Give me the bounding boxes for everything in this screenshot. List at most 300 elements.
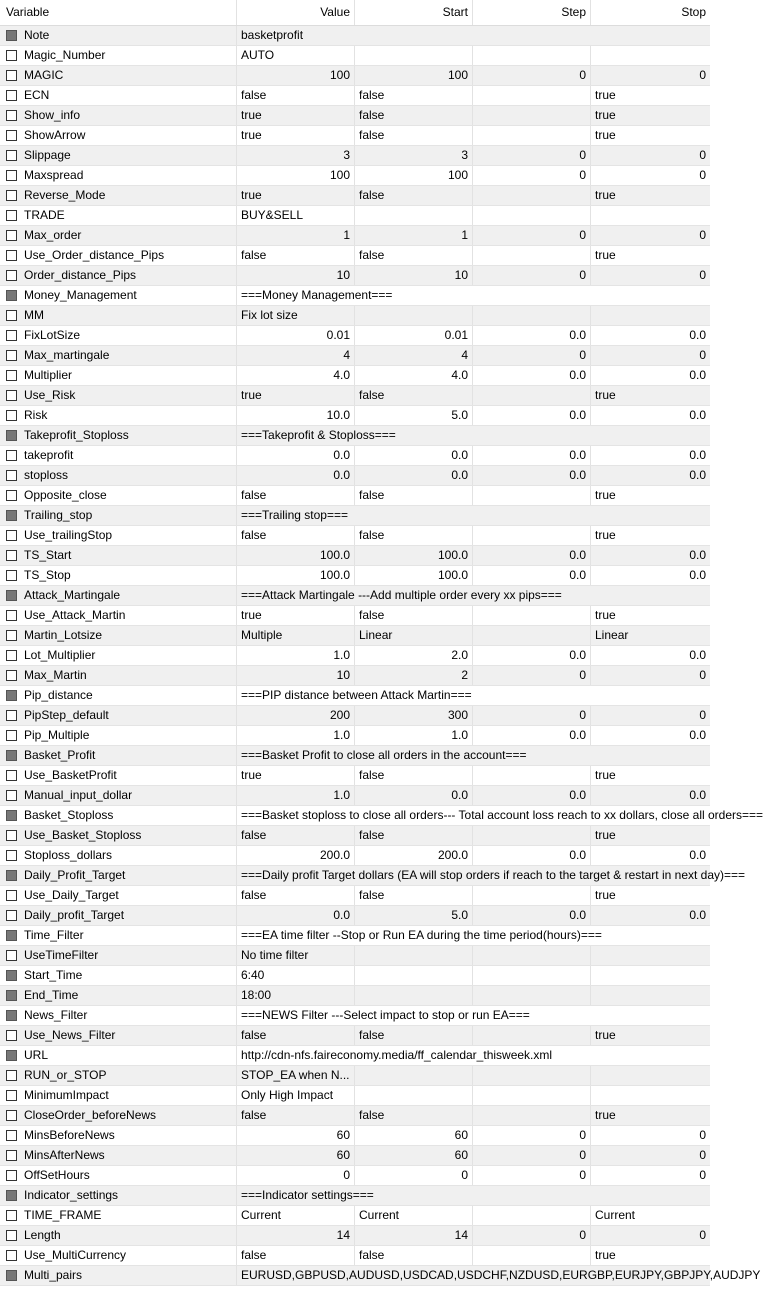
step-cell[interactable] <box>473 626 591 645</box>
value-cell[interactable]: 3 <box>237 146 355 165</box>
start-cell[interactable]: 4 <box>355 346 473 365</box>
step-cell[interactable]: 0.0 <box>473 546 591 565</box>
table-row[interactable] <box>0 566 710 586</box>
stop-cell[interactable]: 0.0 <box>689 648 706 662</box>
variable-cell[interactable] <box>0 1146 237 1165</box>
variable-cell[interactable] <box>0 386 237 405</box>
stop-cell[interactable]: true <box>595 1028 616 1042</box>
table-row[interactable] <box>0 86 710 106</box>
step-cell[interactable] <box>473 766 591 785</box>
start-cell[interactable]: 5.0 <box>355 906 473 925</box>
optimize-checkbox[interactable] <box>6 230 17 241</box>
start-cell[interactable]: Linear <box>355 626 473 645</box>
stop-cell[interactable]: 0.0 <box>689 448 706 462</box>
table-row[interactable] <box>0 406 710 426</box>
optimize-checkbox[interactable] <box>6 810 17 821</box>
variable-cell[interactable] <box>0 866 237 885</box>
step-cell[interactable]: 0.0 <box>473 466 591 485</box>
value-cell[interactable]: AUTO <box>237 46 355 65</box>
variable-cell[interactable] <box>0 806 237 825</box>
optimize-checkbox[interactable] <box>6 730 17 741</box>
value-cell[interactable]: true <box>237 606 355 625</box>
variable-cell[interactable] <box>0 1226 237 1245</box>
table-row[interactable] <box>0 126 710 146</box>
step-cell[interactable] <box>473 186 591 205</box>
step-cell[interactable] <box>473 1086 591 1105</box>
optimize-checkbox[interactable] <box>6 290 17 301</box>
variable-cell[interactable] <box>0 406 237 425</box>
optimize-checkbox[interactable] <box>6 210 17 221</box>
stop-cell[interactable]: 0.0 <box>689 368 706 382</box>
value-cell[interactable]: 200 <box>237 706 355 725</box>
table-row[interactable] <box>0 1126 710 1146</box>
optimize-checkbox[interactable] <box>6 430 17 441</box>
start-cell[interactable]: false <box>355 186 473 205</box>
column-header-variable[interactable]: Variable <box>0 0 237 25</box>
start-cell[interactable] <box>355 46 473 65</box>
stop-cell[interactable]: 0.0 <box>689 908 706 922</box>
stop-cell[interactable]: 0.0 <box>689 468 706 482</box>
variable-cell[interactable] <box>0 346 237 365</box>
value-cell[interactable]: true <box>237 186 355 205</box>
stop-cell[interactable]: 0 <box>699 268 706 282</box>
variable-cell[interactable] <box>0 546 237 565</box>
table-row[interactable] <box>0 506 710 526</box>
variable-cell[interactable] <box>0 786 237 805</box>
step-cell[interactable]: 0.0 <box>473 566 591 585</box>
value-cell[interactable]: ===EA time filter --Stop or Run EA during the time period(hours)=== <box>241 928 602 942</box>
stop-cell[interactable]: true <box>595 128 616 142</box>
start-cell[interactable] <box>355 946 473 965</box>
start-cell[interactable] <box>355 1086 473 1105</box>
start-cell[interactable]: 100.0 <box>355 566 473 585</box>
start-cell[interactable] <box>355 1066 473 1085</box>
optimize-checkbox[interactable] <box>6 330 17 341</box>
start-cell[interactable]: false <box>355 246 473 265</box>
start-cell[interactable]: 14 <box>355 1226 473 1245</box>
optimize-checkbox[interactable] <box>6 90 17 101</box>
value-cell[interactable]: ===Indicator settings=== <box>241 1188 374 1202</box>
step-cell[interactable]: 0.0 <box>473 786 591 805</box>
stop-cell[interactable] <box>591 986 710 1005</box>
value-cell[interactable]: false <box>237 886 355 905</box>
variable-cell[interactable] <box>0 446 237 465</box>
value-cell[interactable]: 4.0 <box>237 366 355 385</box>
optimize-checkbox[interactable] <box>6 690 17 701</box>
table-row[interactable] <box>0 1186 710 1206</box>
table-row[interactable] <box>0 626 710 646</box>
variable-cell[interactable] <box>0 1066 237 1085</box>
variable-cell[interactable] <box>0 426 237 445</box>
table-row[interactable] <box>0 1046 710 1066</box>
column-header-start[interactable]: Start <box>355 0 473 25</box>
stop-cell[interactable]: true <box>595 1108 616 1122</box>
table-row[interactable] <box>0 666 710 686</box>
value-cell[interactable]: ===Attack Martingale ---Add multiple order every xx pips=== <box>241 588 562 602</box>
stop-cell[interactable]: 0.0 <box>689 328 706 342</box>
step-cell[interactable] <box>473 1246 591 1265</box>
stop-cell[interactable]: true <box>595 88 616 102</box>
variable-cell[interactable] <box>0 586 237 605</box>
optimize-checkbox[interactable] <box>6 570 17 581</box>
variable-cell[interactable] <box>0 1026 237 1045</box>
table-row[interactable] <box>0 246 710 266</box>
optimize-checkbox[interactable] <box>6 890 17 901</box>
table-row[interactable] <box>0 326 710 346</box>
table-row[interactable] <box>0 346 710 366</box>
value-cell[interactable]: 1 <box>237 226 355 245</box>
table-row[interactable] <box>0 66 710 86</box>
table-row[interactable] <box>0 1106 710 1126</box>
stop-cell[interactable]: true <box>595 888 616 902</box>
stop-cell[interactable]: true <box>595 528 616 542</box>
optimize-checkbox[interactable] <box>6 390 17 401</box>
table-row[interactable] <box>0 26 710 46</box>
variable-cell[interactable] <box>0 366 237 385</box>
table-row[interactable] <box>0 1086 710 1106</box>
table-row[interactable] <box>0 366 710 386</box>
variable-cell[interactable] <box>0 946 237 965</box>
stop-cell[interactable]: 0.0 <box>689 848 706 862</box>
stop-cell[interactable]: true <box>595 608 616 622</box>
table-row[interactable] <box>0 926 710 946</box>
start-cell[interactable] <box>355 986 473 1005</box>
value-cell[interactable]: 14 <box>237 1226 355 1245</box>
step-cell[interactable] <box>473 986 591 1005</box>
variable-cell[interactable] <box>0 1206 237 1225</box>
table-row[interactable] <box>0 426 710 446</box>
stop-cell[interactable]: 0 <box>699 1128 706 1142</box>
step-cell[interactable]: 0.0 <box>473 366 591 385</box>
step-cell[interactable] <box>473 966 591 985</box>
stop-cell[interactable] <box>591 46 710 65</box>
step-cell[interactable]: 0.0 <box>473 846 591 865</box>
optimize-checkbox[interactable] <box>6 1010 17 1021</box>
variable-cell[interactable] <box>0 1246 237 1265</box>
start-cell[interactable]: false <box>355 1246 473 1265</box>
table-row[interactable] <box>0 286 710 306</box>
variable-cell[interactable] <box>0 1266 237 1285</box>
start-cell[interactable]: false <box>355 886 473 905</box>
optimize-checkbox[interactable] <box>6 450 17 461</box>
variable-cell[interactable] <box>0 626 237 645</box>
table-row[interactable] <box>0 106 710 126</box>
variable-cell[interactable] <box>0 126 237 145</box>
start-cell[interactable]: 0.0 <box>355 446 473 465</box>
optimize-checkbox[interactable] <box>6 50 17 61</box>
table-row[interactable] <box>0 146 710 166</box>
table-row[interactable] <box>0 226 710 246</box>
optimize-checkbox[interactable] <box>6 470 17 481</box>
variable-cell[interactable] <box>0 526 237 545</box>
optimize-checkbox[interactable] <box>6 1250 17 1261</box>
variable-cell[interactable] <box>0 66 237 85</box>
start-cell[interactable]: false <box>355 1026 473 1045</box>
value-cell[interactable]: 100 <box>237 166 355 185</box>
optimize-checkbox[interactable] <box>6 1190 17 1201</box>
table-row[interactable] <box>0 1026 710 1046</box>
table-row[interactable] <box>0 786 710 806</box>
stop-cell[interactable]: 0.0 <box>689 568 706 582</box>
start-cell[interactable]: 3 <box>355 146 473 165</box>
value-cell[interactable]: true <box>237 106 355 125</box>
stop-cell[interactable]: true <box>595 248 616 262</box>
value-cell[interactable]: false <box>237 1106 355 1125</box>
variable-cell[interactable] <box>0 1046 237 1065</box>
table-row[interactable] <box>0 766 710 786</box>
stop-cell[interactable]: 0 <box>699 1228 706 1242</box>
start-cell[interactable]: Current <box>355 1206 473 1225</box>
start-cell[interactable]: 100.0 <box>355 546 473 565</box>
start-cell[interactable]: 0 <box>355 1166 473 1185</box>
start-cell[interactable]: 5.0 <box>355 406 473 425</box>
start-cell[interactable]: false <box>355 1106 473 1125</box>
optimize-checkbox[interactable] <box>6 110 17 121</box>
start-cell[interactable]: 0.0 <box>355 786 473 805</box>
stop-cell[interactable] <box>591 206 710 225</box>
stop-cell[interactable] <box>591 966 710 985</box>
variable-cell[interactable] <box>0 286 237 305</box>
optimize-checkbox[interactable] <box>6 1070 17 1081</box>
optimize-checkbox[interactable] <box>6 970 17 981</box>
value-cell[interactable]: 0.0 <box>237 466 355 485</box>
variable-cell[interactable] <box>0 146 237 165</box>
step-cell[interactable]: 0.0 <box>473 726 591 745</box>
table-row[interactable] <box>0 986 710 1006</box>
variable-cell[interactable] <box>0 566 237 585</box>
step-cell[interactable] <box>473 886 591 905</box>
start-cell[interactable]: false <box>355 766 473 785</box>
optimize-checkbox[interactable] <box>6 930 17 941</box>
value-cell[interactable]: 1.0 <box>237 646 355 665</box>
value-cell[interactable]: 100.0 <box>237 566 355 585</box>
table-row[interactable] <box>0 1246 710 1266</box>
optimize-checkbox[interactable] <box>6 250 17 261</box>
start-cell[interactable]: 4.0 <box>355 366 473 385</box>
optimize-checkbox[interactable] <box>6 790 17 801</box>
variable-cell[interactable] <box>0 1106 237 1125</box>
stop-cell[interactable]: true <box>595 188 616 202</box>
start-cell[interactable] <box>355 206 473 225</box>
stop-cell[interactable]: 0 <box>699 168 706 182</box>
step-cell[interactable]: 0.0 <box>473 646 591 665</box>
step-cell[interactable] <box>473 106 591 125</box>
start-cell[interactable]: 1 <box>355 226 473 245</box>
start-cell[interactable]: false <box>355 386 473 405</box>
optimize-checkbox[interactable] <box>6 750 17 761</box>
stop-cell[interactable]: 0 <box>699 1148 706 1162</box>
table-row[interactable] <box>0 546 710 566</box>
value-cell[interactable]: 0.01 <box>237 326 355 345</box>
start-cell[interactable]: 2 <box>355 666 473 685</box>
column-header-value[interactable]: Value <box>237 0 355 25</box>
table-row[interactable] <box>0 906 710 926</box>
table-row[interactable] <box>0 886 710 906</box>
table-row[interactable] <box>0 966 710 986</box>
value-cell[interactable]: ===Trailing stop=== <box>241 508 348 522</box>
optimize-checkbox[interactable] <box>6 870 17 881</box>
optimize-checkbox[interactable] <box>6 910 17 921</box>
optimize-checkbox[interactable] <box>6 990 17 1001</box>
table-row[interactable] <box>0 386 710 406</box>
variable-cell[interactable] <box>0 846 237 865</box>
table-row[interactable] <box>0 186 710 206</box>
value-cell[interactable]: Only High Impact <box>237 1086 355 1105</box>
variable-cell[interactable] <box>0 466 237 485</box>
optimize-checkbox[interactable] <box>6 370 17 381</box>
start-cell[interactable]: 60 <box>355 1126 473 1145</box>
optimize-checkbox[interactable] <box>6 650 17 661</box>
optimize-checkbox[interactable] <box>6 770 17 781</box>
start-cell[interactable]: false <box>355 86 473 105</box>
variable-cell[interactable] <box>0 86 237 105</box>
optimize-checkbox[interactable] <box>6 150 17 161</box>
variable-cell[interactable] <box>0 186 237 205</box>
value-cell[interactable]: 6:40 <box>237 966 355 985</box>
value-cell[interactable]: 1.0 <box>237 726 355 745</box>
start-cell[interactable]: 2.0 <box>355 646 473 665</box>
table-row[interactable] <box>0 1066 710 1086</box>
start-cell[interactable]: 10 <box>355 266 473 285</box>
optimize-checkbox[interactable] <box>6 190 17 201</box>
variable-cell[interactable] <box>0 306 237 325</box>
step-cell[interactable]: 0 <box>473 1126 591 1145</box>
step-cell[interactable]: 0 <box>473 66 591 85</box>
step-cell[interactable] <box>473 206 591 225</box>
optimize-checkbox[interactable] <box>6 590 17 601</box>
variable-cell[interactable] <box>0 206 237 225</box>
table-row[interactable] <box>0 846 710 866</box>
variable-cell[interactable] <box>0 606 237 625</box>
variable-cell[interactable] <box>0 326 237 345</box>
value-cell[interactable]: ===Takeprofit & Stoploss=== <box>241 428 396 442</box>
step-cell[interactable]: 0 <box>473 226 591 245</box>
table-row[interactable] <box>0 826 710 846</box>
start-cell[interactable]: 300 <box>355 706 473 725</box>
value-cell[interactable]: 0 <box>237 1166 355 1185</box>
stop-cell[interactable]: 0.0 <box>689 548 706 562</box>
optimize-checkbox[interactable] <box>6 510 17 521</box>
stop-cell[interactable]: true <box>595 108 616 122</box>
variable-cell[interactable] <box>0 1086 237 1105</box>
variable-cell[interactable] <box>0 986 237 1005</box>
variable-cell[interactable] <box>0 1186 237 1205</box>
table-row[interactable] <box>0 806 763 826</box>
value-cell[interactable]: Multiple <box>237 626 355 645</box>
value-cell[interactable]: EURUSD,GBPUSD,AUDUSD,USDCAD,USDCHF,NZDUSD,EURGBP,EURJPY,GBPJPY,AUDJPY <box>241 1268 761 1282</box>
optimize-checkbox[interactable] <box>6 1150 17 1161</box>
stop-cell[interactable]: Linear <box>595 628 629 642</box>
value-cell[interactable]: 100.0 <box>237 546 355 565</box>
stop-cell[interactable]: true <box>595 768 616 782</box>
value-cell[interactable]: 10.0 <box>237 406 355 425</box>
step-cell[interactable] <box>473 386 591 405</box>
table-row[interactable] <box>0 46 710 66</box>
stop-cell[interactable]: true <box>595 828 616 842</box>
optimize-checkbox[interactable] <box>6 1050 17 1061</box>
value-cell[interactable]: Current <box>237 1206 355 1225</box>
value-cell[interactable]: 10 <box>237 266 355 285</box>
optimize-checkbox[interactable] <box>6 70 17 81</box>
value-cell[interactable]: ===PIP distance between Attack Martin=== <box>241 688 472 702</box>
start-cell[interactable]: false <box>355 526 473 545</box>
optimize-checkbox[interactable] <box>6 830 17 841</box>
variable-cell[interactable] <box>0 826 237 845</box>
stop-cell[interactable] <box>591 1066 710 1085</box>
stop-cell[interactable]: true <box>595 1248 616 1262</box>
variable-cell[interactable] <box>0 766 237 785</box>
stop-cell[interactable]: 0.0 <box>689 788 706 802</box>
optimize-checkbox[interactable] <box>6 1170 17 1181</box>
start-cell[interactable]: false <box>355 826 473 845</box>
value-cell[interactable]: 4 <box>237 346 355 365</box>
start-cell[interactable]: 100 <box>355 66 473 85</box>
variable-cell[interactable] <box>0 26 237 45</box>
value-cell[interactable]: BUY&SELL <box>237 206 355 225</box>
variable-cell[interactable] <box>0 706 237 725</box>
table-row[interactable] <box>0 746 710 766</box>
step-cell[interactable] <box>473 526 591 545</box>
variable-cell[interactable] <box>0 106 237 125</box>
optimize-checkbox[interactable] <box>6 310 17 321</box>
stop-cell[interactable] <box>591 1086 710 1105</box>
value-cell[interactable]: basketprofit <box>241 28 304 42</box>
optimize-checkbox[interactable] <box>6 950 17 961</box>
stop-cell[interactable]: 0 <box>699 708 706 722</box>
value-cell[interactable]: 60 <box>237 1126 355 1145</box>
value-cell[interactable]: ===Basket Profit to close all orders in the account=== <box>241 748 527 762</box>
table-row[interactable] <box>0 446 710 466</box>
table-row[interactable] <box>0 1146 710 1166</box>
column-header-step[interactable]: Step <box>473 0 591 25</box>
variable-cell[interactable] <box>0 726 237 745</box>
start-cell[interactable]: 1.0 <box>355 726 473 745</box>
value-cell[interactable]: ===Daily profit Target dollars (EA will stop orders if reach to the target & restart in next day)=== <box>241 868 746 882</box>
step-cell[interactable] <box>473 1106 591 1125</box>
step-cell[interactable]: 0 <box>473 346 591 365</box>
table-row[interactable] <box>0 466 710 486</box>
table-row[interactable] <box>0 266 710 286</box>
variable-cell[interactable] <box>0 646 237 665</box>
variable-cell[interactable] <box>0 746 237 765</box>
stop-cell[interactable]: true <box>595 388 616 402</box>
optimize-checkbox[interactable] <box>6 630 17 641</box>
step-cell[interactable] <box>473 486 591 505</box>
value-cell[interactable]: false <box>237 486 355 505</box>
step-cell[interactable] <box>473 86 591 105</box>
value-cell[interactable]: 100 <box>237 66 355 85</box>
table-row[interactable] <box>0 606 710 626</box>
value-cell[interactable]: STOP_EA when N... <box>237 1066 355 1085</box>
start-cell[interactable]: false <box>355 606 473 625</box>
variable-cell[interactable] <box>0 1126 237 1145</box>
step-cell[interactable] <box>473 826 591 845</box>
variable-cell[interactable] <box>0 666 237 685</box>
value-cell[interactable]: Fix lot size <box>237 306 355 325</box>
table-row[interactable] <box>0 486 710 506</box>
table-row[interactable] <box>0 1006 710 1026</box>
value-cell[interactable]: 10 <box>237 666 355 685</box>
step-cell[interactable]: 0 <box>473 266 591 285</box>
variable-cell[interactable] <box>0 266 237 285</box>
step-cell[interactable] <box>473 306 591 325</box>
table-row[interactable] <box>0 946 710 966</box>
variable-cell[interactable] <box>0 906 237 925</box>
variable-cell[interactable] <box>0 686 237 705</box>
variable-cell[interactable] <box>0 1006 237 1025</box>
step-cell[interactable] <box>473 1206 591 1225</box>
value-cell[interactable]: false <box>237 826 355 845</box>
